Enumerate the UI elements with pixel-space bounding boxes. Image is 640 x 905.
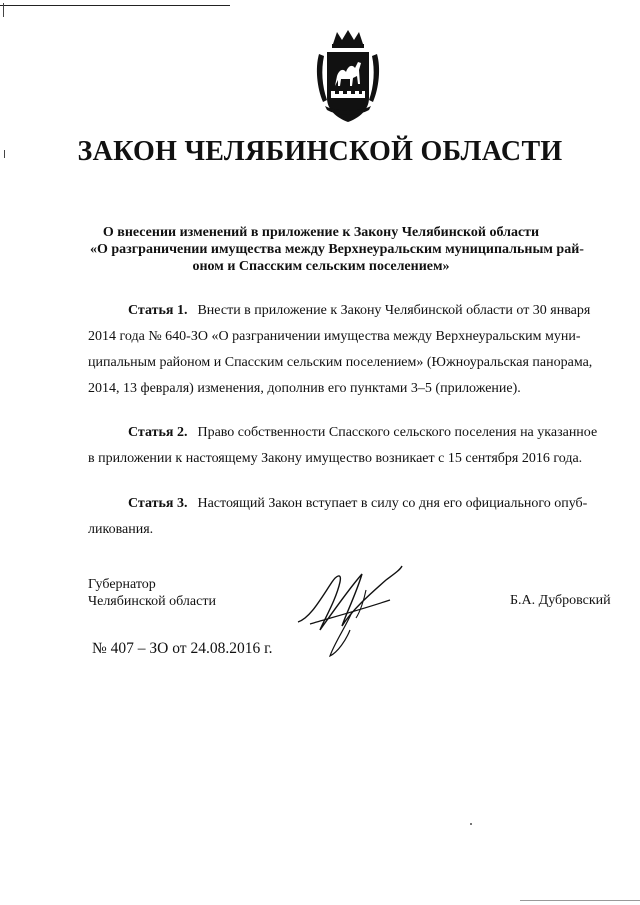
handwritten-signature (290, 560, 410, 660)
article-line (88, 298, 610, 324)
article-line: ликования. (88, 522, 154, 537)
scan-border-mark (3, 3, 4, 17)
article-text: Внести в приложение к Закону Челябинской области от 30 января (197, 303, 591, 318)
article-line: в приложении к настоящему Закону имущество возникает с 15 сентября 2016 года. (88, 451, 583, 466)
law-subtitle (90, 224, 584, 275)
article-line (88, 491, 610, 517)
article-line: 2014 года № 640-ЗО «О разграничении имущества между Верхнеуральским муни- (88, 329, 581, 344)
subtitle-line: оном и Спасским сельским поселением» (192, 259, 450, 274)
article-2 (88, 420, 610, 472)
article-label: Статья 1. (128, 303, 188, 318)
law-number-date: № 407 – ЗО от 24.08.2016 г. (92, 640, 273, 657)
scan-border-line (0, 5, 230, 6)
subtitle-line: «О разграничении имущества между Верхнеуральским муниципальным рай- (90, 242, 584, 257)
governor-name: Б.А. Дубровский (510, 593, 611, 608)
governor-title-line: Губернатор (88, 577, 156, 592)
article-line (88, 420, 610, 446)
governor-title (88, 576, 216, 610)
scan-border-line-bottom (520, 900, 640, 901)
article-label: Статья 2. (128, 425, 188, 440)
governor-title-line: Челябинской области (88, 594, 216, 609)
scan-dust-mark (470, 823, 472, 825)
article-text: Настоящий Закон вступает в силу со дня его официального опуб- (197, 496, 588, 511)
article-text: Право собственности Спасского сельского поселения на указанное (197, 425, 598, 440)
article-1 (88, 298, 610, 402)
article-line: 2014, 13 февраля) изменения, дополнив его пунктами 3–5 (приложение). (88, 381, 521, 396)
article-label: Статья 3. (128, 496, 188, 511)
coat-of-arms-icon (315, 28, 381, 124)
article-3 (88, 491, 610, 543)
law-title: ЗАКОН ЧЕЛЯБИНСКОЙ ОБЛАСТИ (77, 136, 563, 167)
article-line: ципальным районом и Спасским сельским поселением» (Южноуральская панорама, (88, 355, 593, 370)
subtitle-line: О внесении изменений в приложение к Закону Челябинской области (102, 225, 540, 240)
